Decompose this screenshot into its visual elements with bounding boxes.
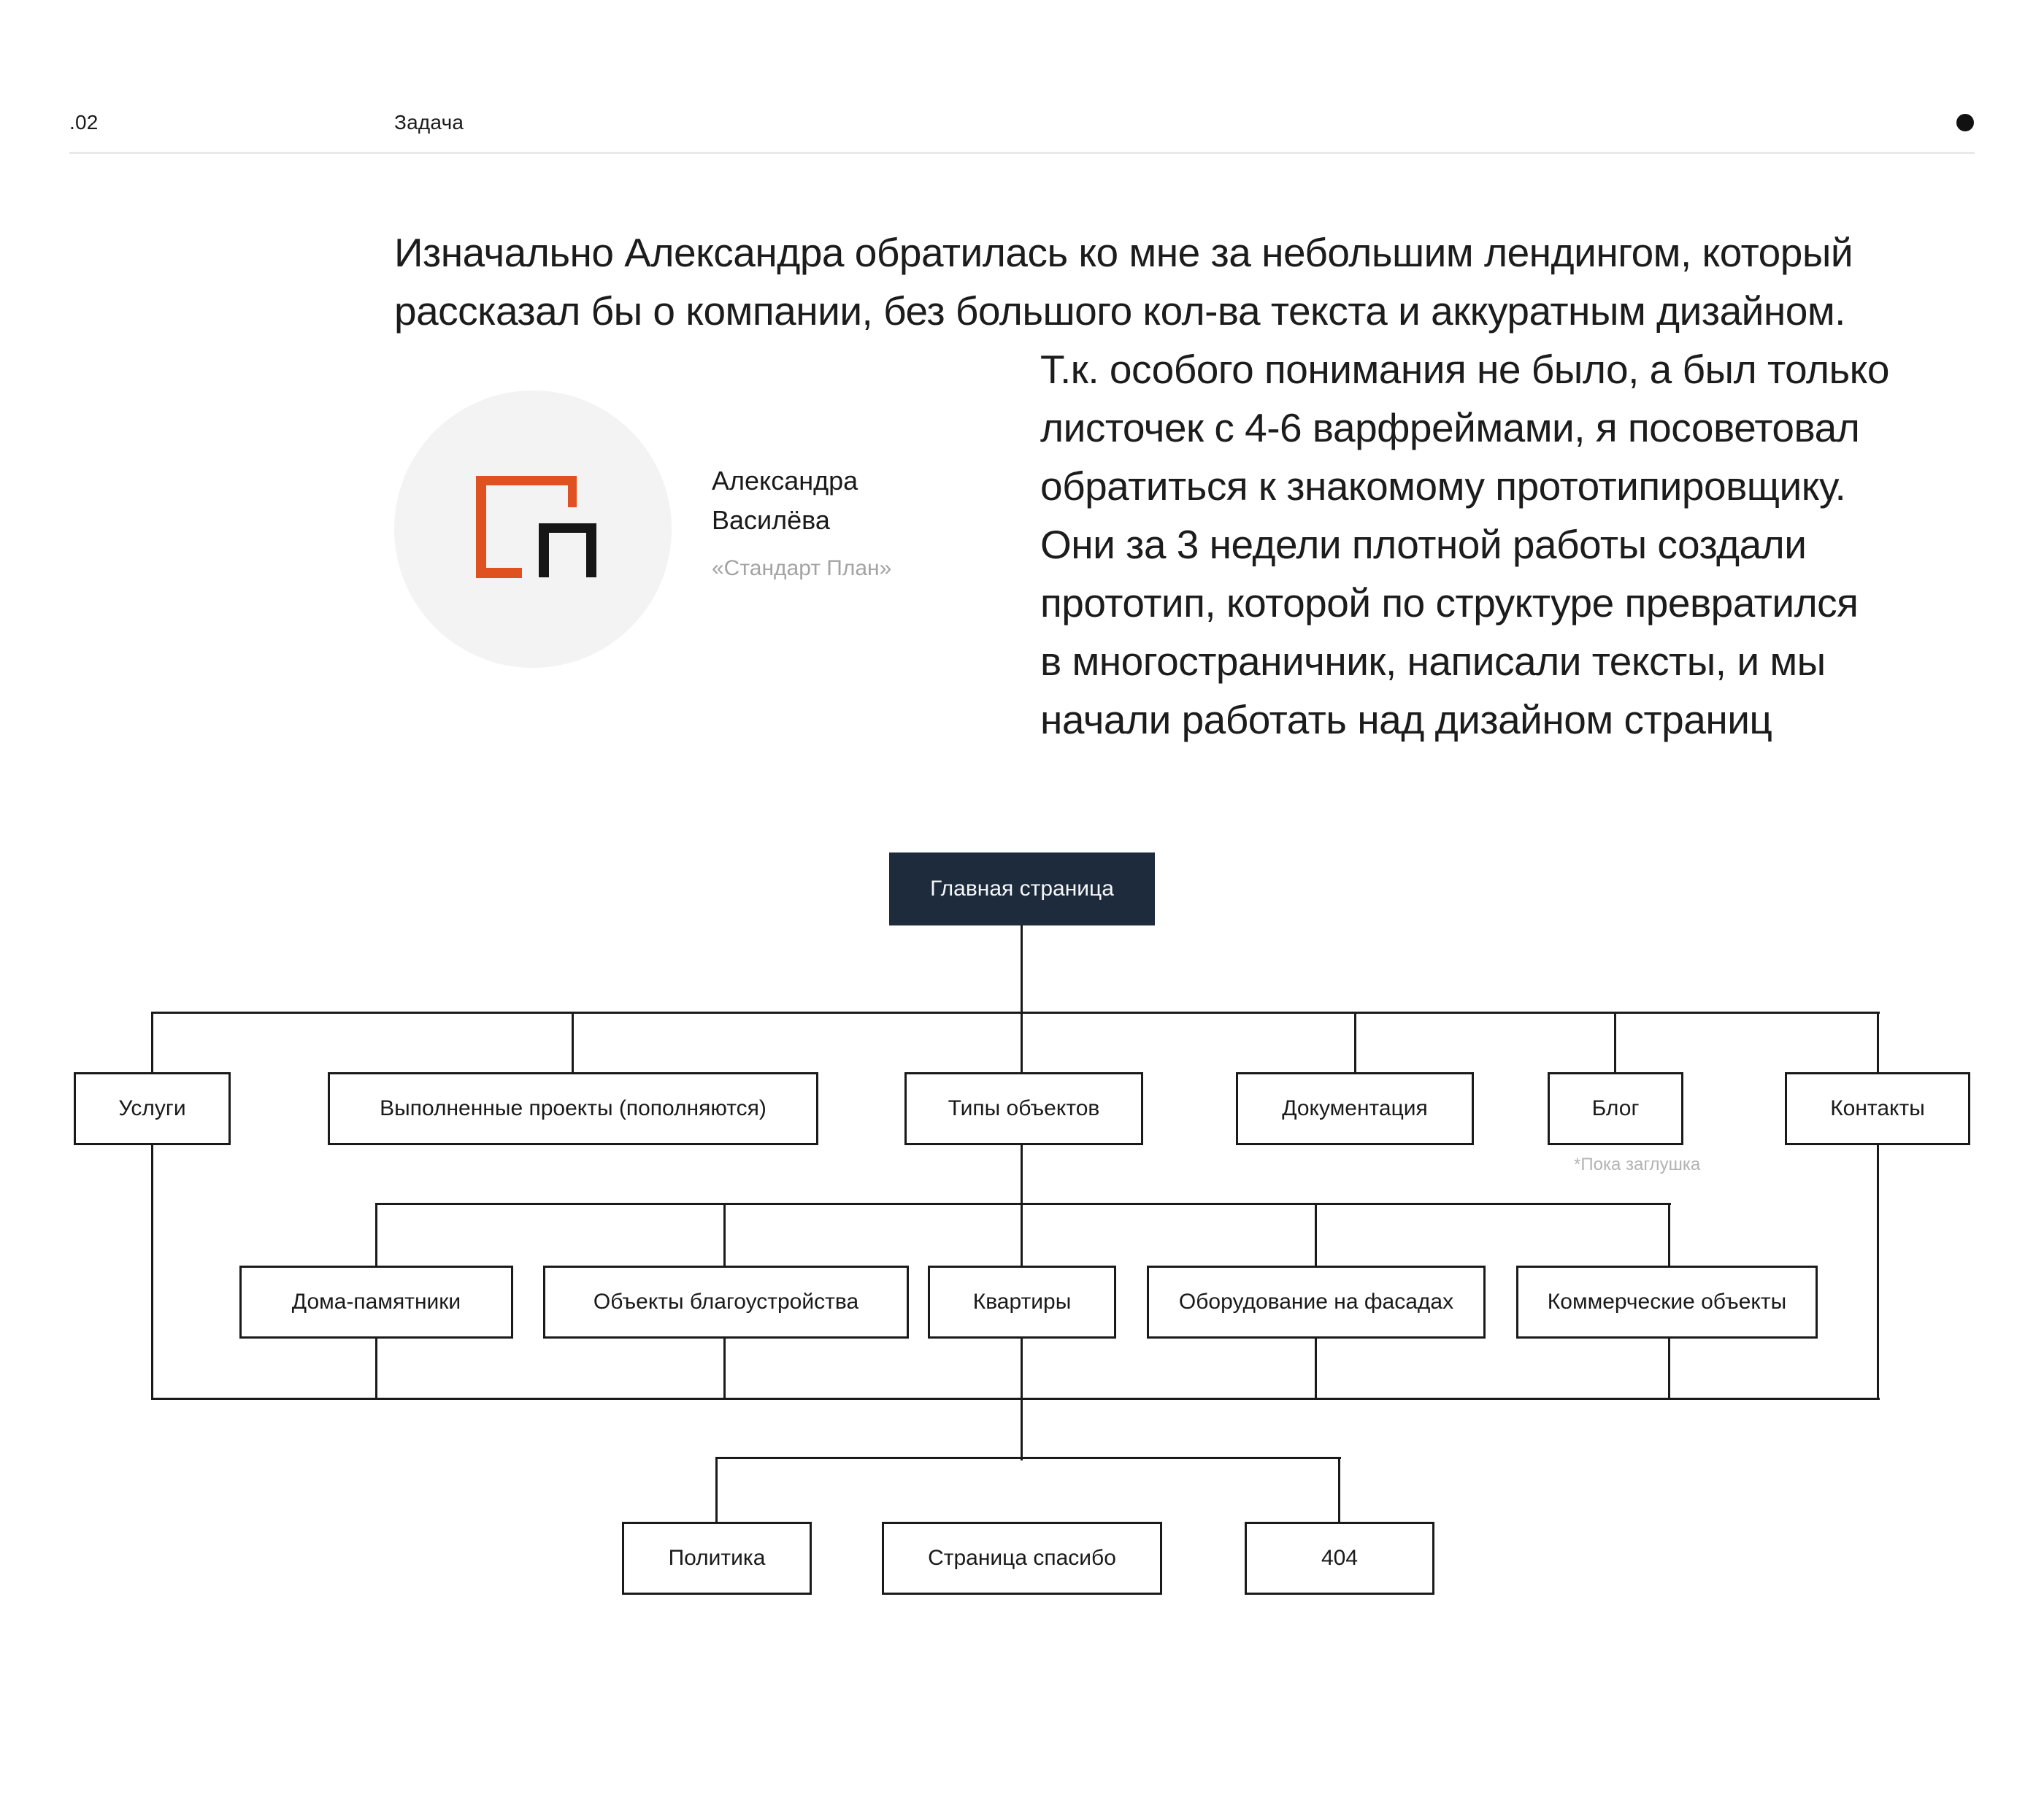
intro-line: Т.к. особого понимания не было, а был только [1040,347,1889,392]
connector [1315,1203,1317,1268]
header-dot-icon [1956,114,1974,131]
node-policy: Политика [622,1522,812,1595]
connector [1877,1144,1879,1400]
connector [723,1337,726,1400]
connector [1021,1337,1023,1460]
section-title: Задача [394,111,464,134]
client-avatar [394,390,672,668]
intro-line: в многостраничник, написали тексты, и мы [1040,639,1826,684]
intro-line: начали работать над дизайном страниц [1040,697,1772,742]
node-projects: Выполненные проекты (пополняются) [328,1072,818,1145]
client-company: «Стандарт План» [712,556,892,580]
connector [151,1012,153,1074]
connector [572,1012,574,1074]
intro-line: Изначально Александра обратилась ко мне за небольшим лендингом, который [394,230,1853,275]
client-name [712,461,858,540]
connector [1021,1144,1023,1268]
connector [723,1203,726,1268]
connector [375,1203,377,1268]
node-memorial-houses: Дома-памятники [239,1266,513,1339]
node-home: Главная страница [889,852,1155,925]
client-last-name: Василёва [712,505,830,535]
connector [1877,1012,1879,1074]
page-index: .02 [69,111,99,134]
connector [1021,924,1023,1074]
connector [1338,1457,1340,1524]
node-documentation: Документация [1236,1072,1474,1145]
connector [1315,1337,1317,1400]
intro-line: обратиться к знакомому прототипировщику. [1040,463,1846,509]
connector [715,1457,1341,1459]
connector [715,1457,718,1524]
intro-line: листочек с 4-6 варфреймами, я посоветовал [1040,405,1860,450]
connector [151,1012,1880,1014]
connector [151,1144,153,1400]
node-commercial: Коммерческие объекты [1516,1266,1818,1339]
node-apartments: Квартиры [928,1266,1116,1339]
node-landscaping: Объекты благоустройства [543,1266,909,1339]
blog-stub-note: *Пока заглушка [1574,1155,1701,1174]
node-facade-equipment: Оборудование на фасадах [1147,1266,1486,1339]
intro-line: рассказал бы о компании, без большого кол-ва текста и аккуратным дизайном. [394,288,1845,334]
node-404: 404 [1245,1522,1434,1595]
intro-line: Они за 3 недели плотной работы создали [1040,522,1807,567]
connector [1614,1012,1616,1074]
connector [151,1398,1880,1400]
client-first-name: Александра [712,466,858,496]
node-object-types: Типы объектов [904,1072,1143,1145]
connector [375,1203,1671,1205]
connector [1354,1012,1356,1074]
node-contacts: Контакты [1785,1072,1970,1145]
node-services: Услуги [74,1072,231,1145]
connector [1668,1337,1670,1400]
node-blog: Блог [1548,1072,1683,1145]
intro-line: прототип, которой по структуре превратился [1040,580,1859,625]
connector [1668,1203,1670,1268]
node-thank-you: Страница спасибо [882,1522,1162,1595]
connector [375,1337,377,1400]
header-divider [69,152,1975,154]
